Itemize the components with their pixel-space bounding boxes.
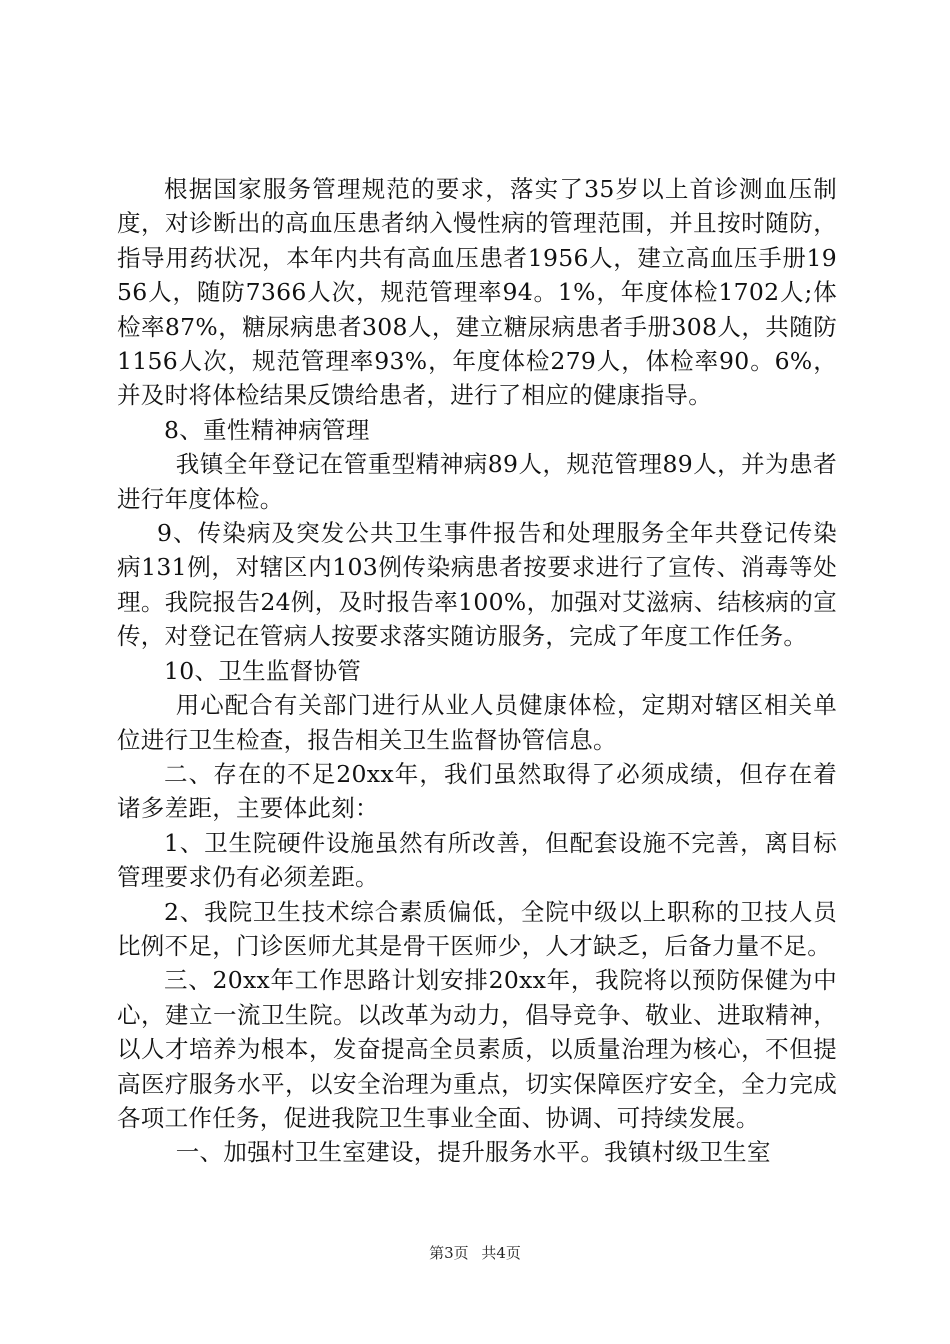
paragraph-mental-illness: 我镇全年登记在管重型精神病89人，规范管理89人，并为患者进行年度体检。: [117, 450, 837, 513]
page-number: 第3页: [429, 1244, 469, 1262]
paragraph-hypertension-diabetes: 根据国家服务管理规范的要求，落实了35岁以上首诊测血压制度，对诊断出的高血压患者纳入慢性病的管理范围，并且按时随防，指导用药状况，本年内共有高血压患者1956人，建立高血压手册1956人，随防7366人次，规范管理率94。1%，年度体检1702人;体检率87%，糖尿病患者308人，建立糖尿病患者手册308人，共随防1156人次，规范管理率93%，年度体检279人，体检率90。6%，并及时将体检结果反馈给患者，进行了相应的健康指导。: [117, 175, 837, 410]
paragraph-shortcomings: 二、存在的不足20xx年，我们虽然取得了必须成绩，但存在着诸多差距，主要体此刻：: [117, 759, 837, 823]
heading-health-supervision: 10、卫生监督协管: [164, 656, 362, 685]
paragraph-infectious-disease: 9、传染病及突发公共卫生事件报告和处理服务全年共登记传染病131例，对辖区内103例传染病患者按要求进行了宣传、消毒等处理。我院报告24例，及时报告率100%，加强对艾滋病、结核病的宣传，对登记在管病人按要求落实随访服务，完成了年度工作任务。: [117, 519, 837, 651]
heading-mental-illness: 8、重性精神病管理: [164, 415, 370, 444]
document-body: [117, 172, 837, 1170]
page-footer: [0, 1243, 950, 1263]
paragraph-shortcoming-2: 2、我院卫生技术综合素质偏低，全院中级以上职称的卫技人员比例不足，门诊医师尤其是骨干医师少，人才缺乏，后备力量不足。: [117, 897, 837, 960]
page-total: 共4页: [481, 1244, 521, 1262]
paragraph-work-plan: 三、20xx年工作思路计划安排20xx年，我院将以预防保健为中心，建立一流卫生院。以改革为动力，倡导竞争、敬业、进取精神，以人才培养为根本，发奋提高全员素质，以质量治理为核心，不但提高医疗服务水平，以安全治理为重点，切实保障医疗安全，全力完成各项工作任务，促进我院卫生事业全面、协调、可持续发展。: [117, 966, 837, 1132]
paragraph-health-supervision: 用心配合有关部门进行从业人员健康体检，定期对辖区相关单位进行卫生检查，报告相关卫生监督协管信息。: [117, 691, 837, 754]
paragraph-shortcoming-1: 1、卫生院硬件设施虽然有所改善，但配套设施不完善，离目标管理要求仍有必须差距。: [117, 828, 837, 892]
paragraph-village-clinic: 一、加强村卫生室建设，提升服务水平。我镇村级卫生室: [175, 1138, 771, 1167]
